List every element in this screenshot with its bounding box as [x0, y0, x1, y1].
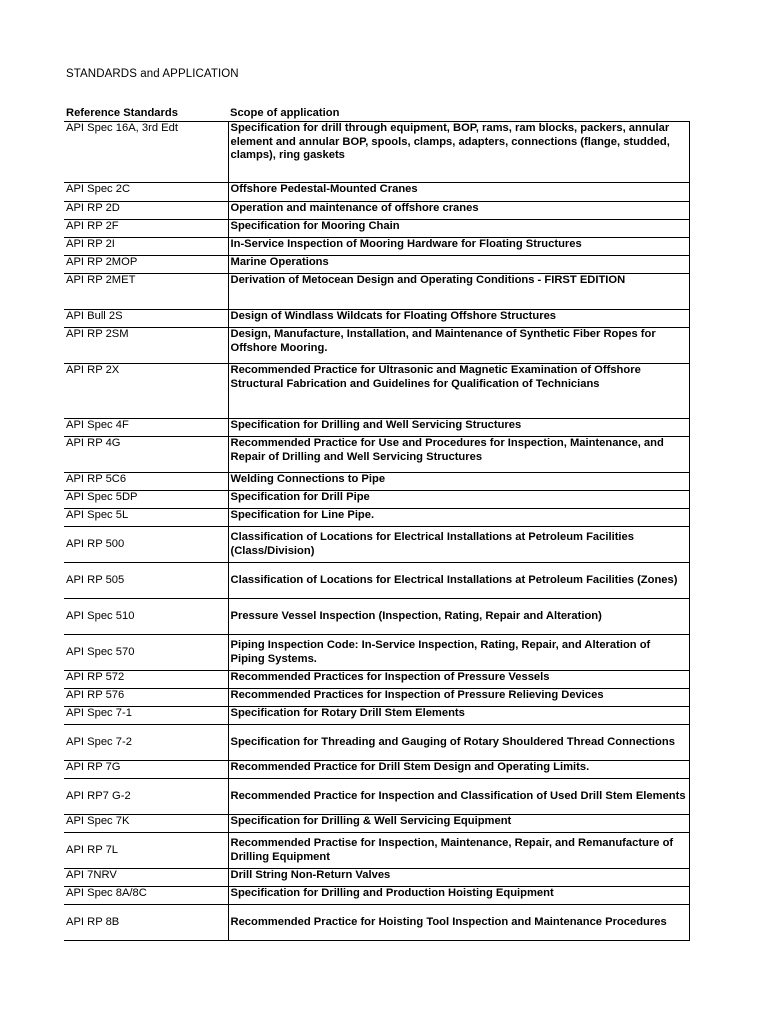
reference-standard-cell: API Spec 7-2	[64, 725, 228, 761]
scope-of-application-cell: Recommended Practices for Inspection of Pressure Vessels	[228, 671, 689, 689]
scope-of-application-cell: Specification for Drilling and Well Servicing Structures	[228, 419, 689, 437]
table-row	[64, 905, 689, 941]
reference-standard-cell: API RP 7G	[64, 761, 228, 779]
reference-standard-cell: API RP 576	[64, 689, 228, 707]
table-row	[64, 833, 689, 869]
table-row	[64, 725, 689, 761]
table-body	[64, 122, 689, 941]
table-row	[64, 419, 689, 437]
standards-table	[64, 102, 690, 941]
reference-standard-cell: API Spec 5DP	[64, 491, 228, 509]
table-row	[64, 437, 689, 473]
scope-of-application-cell: Operation and maintenance of offshore cranes	[228, 202, 689, 220]
reference-standard-cell: API RP 5C6	[64, 473, 228, 491]
column-header-scope: Scope of application	[230, 106, 340, 119]
reference-standard-cell: API RP 2MOP	[64, 256, 228, 274]
reference-standard-cell: API Spec 570	[64, 635, 228, 671]
reference-standard-cell: API Spec 16A, 3rd Edt	[64, 122, 228, 183]
reference-standard-cell: API RP 2I	[64, 238, 228, 256]
scope-of-application-cell: Classification of Locations for Electrical Installations at Petroleum Facilities (Class/Division)	[228, 527, 689, 563]
table-row	[64, 328, 689, 364]
scope-of-application-cell: Recommended Practice for Use and Procedures for Inspection, Maintenance, and Repair of Drilling and Well Servicing Structures	[228, 437, 689, 473]
column-header-reference: Reference Standards	[66, 106, 178, 119]
scope-of-application-cell: Specification for Line Pipe.	[228, 509, 689, 527]
scope-of-application-cell: Marine Operations	[228, 256, 689, 274]
table-row	[64, 779, 689, 815]
table-row	[64, 761, 689, 779]
table-row	[64, 527, 689, 563]
table-row	[64, 869, 689, 887]
table-row	[64, 310, 689, 328]
scope-of-application-cell: Specification for Threading and Gauging of Rotary Shouldered Thread Connections	[228, 725, 689, 761]
reference-standard-cell: API Spec 7K	[64, 815, 228, 833]
reference-standard-cell: API Spec 510	[64, 599, 228, 635]
table-row	[64, 689, 689, 707]
scope-of-application-cell: Offshore Pedestal-Mounted Cranes	[228, 183, 689, 202]
reference-standard-cell: API RP 500	[64, 527, 228, 563]
scope-of-application-cell: Specification for Mooring Chain	[228, 220, 689, 238]
reference-standard-cell: API 7NRV	[64, 869, 228, 887]
scope-of-application-cell: Specification for drill through equipment, BOP, rams, ram blocks, packers, annular element and annular BOP, spools, clamps, adapters, connections (flange, studded, clamps), ring gaskets	[228, 122, 689, 183]
table-row	[64, 473, 689, 491]
table-row	[64, 491, 689, 509]
table-row	[64, 815, 689, 833]
scope-of-application-cell: Specification for Drill Pipe	[228, 491, 689, 509]
scope-of-application-cell: Pressure Vessel Inspection (Inspection, Rating, Repair and Alteration)	[228, 599, 689, 635]
table-row	[64, 887, 689, 905]
table-row	[64, 202, 689, 220]
reference-standard-cell: API Spec 8A/8C	[64, 887, 228, 905]
table-row	[64, 238, 689, 256]
reference-standard-cell: API Spec 7-1	[64, 707, 228, 725]
table-row	[64, 364, 689, 419]
scope-of-application-cell: In-Service Inspection of Mooring Hardware for Floating Structures	[228, 238, 689, 256]
scope-of-application-cell: Recommended Practices for Inspection of Pressure Relieving Devices	[228, 689, 689, 707]
table-row	[64, 563, 689, 599]
table-row	[64, 671, 689, 689]
table-row	[64, 122, 689, 183]
reference-standard-cell: API RP 2SM	[64, 328, 228, 364]
table-row	[64, 274, 689, 310]
reference-standard-cell: API RP 2D	[64, 202, 228, 220]
reference-standard-cell: API Spec 4F	[64, 419, 228, 437]
reference-standard-cell: API RP 2F	[64, 220, 228, 238]
table-row	[64, 183, 689, 202]
scope-of-application-cell: Specification for Rotary Drill Stem Elements	[228, 707, 689, 725]
reference-standard-cell: API RP 572	[64, 671, 228, 689]
page-title: STANDARDS and APPLICATION	[66, 68, 239, 80]
reference-standard-cell: API RP 505	[64, 563, 228, 599]
reference-standard-cell: API RP 7L	[64, 833, 228, 869]
scope-of-application-cell: Classification of Locations for Electrical Installations at Petroleum Facilities (Zones)	[228, 563, 689, 599]
scope-of-application-cell: Design, Manufacture, Installation, and Maintenance of Synthetic Fiber Ropes for Offshore Mooring.	[228, 328, 689, 364]
reference-standard-cell: API RP7 G-2	[64, 779, 228, 815]
scope-of-application-cell: Design of Windlass Wildcats for Floating Offshore Structures	[228, 310, 689, 328]
table-row	[64, 509, 689, 527]
reference-standard-cell: API Spec 5L	[64, 509, 228, 527]
scope-of-application-cell: Recommended Practice for Inspection and Classification of Used Drill Stem Elements	[228, 779, 689, 815]
reference-standard-cell: API RP 4G	[64, 437, 228, 473]
scope-of-application-cell: Recommended Practice for Ultrasonic and Magnetic Examination of Offshore Structural Fabrication and Guidelines for Qualification of Technicians	[228, 364, 689, 419]
scope-of-application-cell: Piping Inspection Code: In-Service Inspection, Rating, Repair, and Alteration of Piping Systems.	[228, 635, 689, 671]
scope-of-application-cell: Specification for Drilling and Production Hoisting Equipment	[228, 887, 689, 905]
table-header-row	[64, 102, 689, 122]
scope-of-application-cell: Welding Connections to Pipe	[228, 473, 689, 491]
scope-of-application-cell: Recommended Practice for Drill Stem Design and Operating Limits.	[228, 761, 689, 779]
scope-of-application-cell: Drill String Non-Return Valves	[228, 869, 689, 887]
scope-of-application-cell: Recommended Practice for Hoisting Tool Inspection and Maintenance Procedures	[228, 905, 689, 941]
reference-standard-cell: API Bull 2S	[64, 310, 228, 328]
table-row	[64, 599, 689, 635]
reference-standard-cell: API RP 8B	[64, 905, 228, 941]
table-row	[64, 220, 689, 238]
scope-of-application-cell: Derivation of Metocean Design and Operating Conditions - FIRST EDITION	[228, 274, 689, 310]
reference-standard-cell: API RP 2MET	[64, 274, 228, 310]
table-row	[64, 256, 689, 274]
table-row	[64, 707, 689, 725]
scope-of-application-cell: Recommended Practise for Inspection, Maintenance, Repair, and Remanufacture of Drilling Equipment	[228, 833, 689, 869]
reference-standard-cell: API Spec 2C	[64, 183, 228, 202]
table-row	[64, 635, 689, 671]
scope-of-application-cell: Specification for Drilling & Well Servicing Equipment	[228, 815, 689, 833]
reference-standard-cell: API RP 2X	[64, 364, 228, 419]
